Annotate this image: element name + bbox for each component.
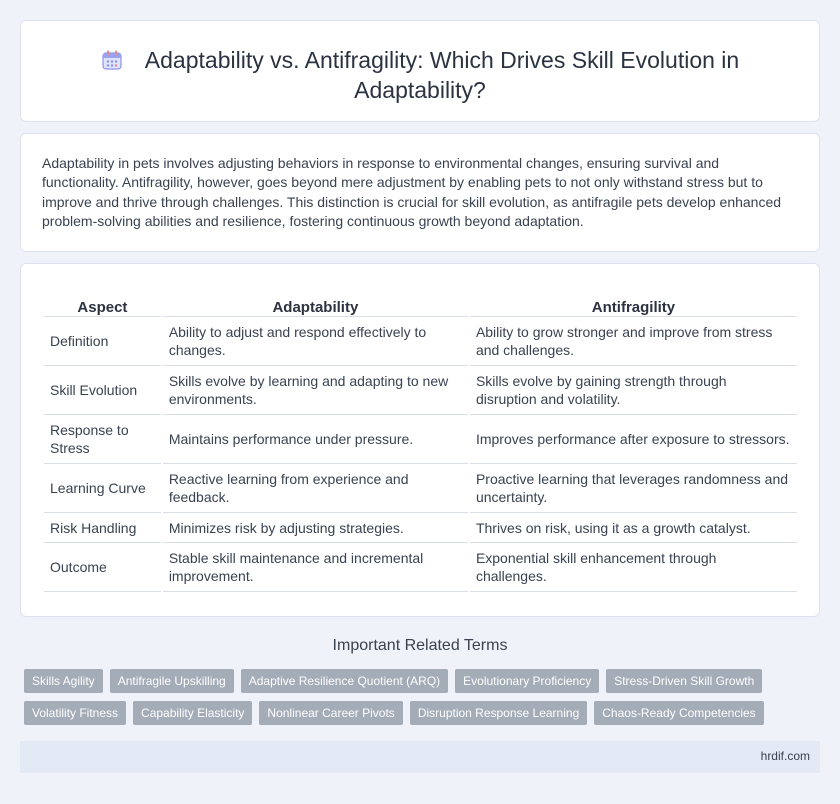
comparison-card [20, 263, 820, 617]
tag-link[interactable]: Antifragile Upskilling [110, 669, 234, 693]
tag-link[interactable]: Adaptive Resilience Quotient (ARQ) [241, 669, 448, 693]
tag-row-2 [20, 701, 820, 725]
row-antifragility: Thrives on risk, using it as a growth catalyst. [470, 513, 797, 543]
row-antifragility: Ability to grow stronger and improve from stress and challenges. [470, 317, 797, 366]
row-aspect: Outcome [44, 543, 161, 592]
table-header-row [44, 293, 797, 317]
table-row [44, 317, 797, 366]
row-antifragility: Skills evolve by gaining strength through disruption and volatility. [470, 366, 797, 415]
page-title-text: Adaptability vs. Antifragility: Which Drives Skill Evolution in Adaptability? [144, 47, 740, 103]
row-adaptability: Ability to adjust and respond effectively to changes. [163, 317, 468, 366]
header-aspect: Aspect [44, 293, 161, 317]
comparison-table [42, 293, 799, 592]
tag-link[interactable]: Evolutionary Proficiency [455, 669, 599, 693]
intro-paragraph: Adaptability in pets involves adjusting behaviors in response to environmental changes, ensuring survival and functionality. Antifragility, however, goes beyond mere adjustment by enabling pets to not only withstand stress but to improve and thrive through challenges. This distinction is crucial for skill evolution, as antifragile pets develop enhanced problem-solving abilities and resilience, fostering continuous growth beyond adaptation. [42, 155, 782, 230]
row-adaptability: Stable skill maintenance and incremental improvement. [163, 543, 468, 592]
row-aspect: Skill Evolution [44, 366, 161, 415]
row-antifragility: Exponential skill enhancement through challenges. [470, 543, 797, 592]
row-aspect: Definition [44, 317, 161, 366]
page-title [21, 45, 819, 105]
row-antifragility: Improves performance after exposure to stressors. [470, 415, 797, 464]
row-aspect: Learning Curve [44, 464, 161, 513]
intro-card [20, 133, 820, 252]
table-row [44, 415, 797, 464]
tag-link[interactable]: Nonlinear Career Pivots [259, 701, 402, 725]
table-row [44, 513, 797, 543]
tag-link[interactable]: Chaos-Ready Competencies [594, 701, 763, 725]
table-row [44, 464, 797, 513]
tag-row-1 [20, 669, 820, 693]
header-antifragility: Antifragility [470, 293, 797, 317]
tag-link[interactable]: Capability Elasticity [133, 701, 252, 725]
related-terms [20, 669, 820, 733]
row-adaptability: Maintains performance under pressure. [163, 415, 468, 464]
row-adaptability: Minimizes risk by adjusting strategies. [163, 513, 468, 543]
row-aspect: Risk Handling [44, 513, 161, 543]
tag-link[interactable]: Stress-Driven Skill Growth [606, 669, 762, 693]
row-antifragility: Proactive learning that leverages randomness and uncertainty. [470, 464, 797, 513]
calendar-icon [101, 49, 123, 71]
footer-site-link[interactable]: hrdif.com [760, 749, 810, 763]
tag-link[interactable]: Disruption Response Learning [410, 701, 587, 725]
footer-bar [20, 741, 820, 773]
related-terms-heading: Important Related Terms [332, 637, 508, 654]
header-adaptability: Adaptability [163, 293, 468, 317]
table-row [44, 543, 797, 592]
row-adaptability: Reactive learning from experience and feedback. [163, 464, 468, 513]
tag-link[interactable]: Volatility Fitness [24, 701, 126, 725]
table-row [44, 366, 797, 415]
tag-link[interactable]: Skills Agility [24, 669, 103, 693]
row-aspect: Response to Stress [44, 415, 161, 464]
title-card [20, 20, 820, 122]
row-adaptability: Skills evolve by learning and adapting to new environments. [163, 366, 468, 415]
